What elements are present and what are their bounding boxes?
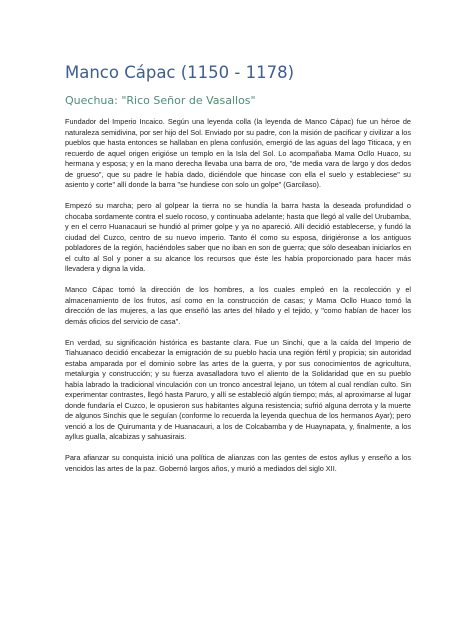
paragraph-historical-meaning: En verdad, su significación histórica es bastante clara. Fue un Sinchi, que a la caída del Imperio de Tiahuanaco decidió encabezar la emigración de su pueblo hacia una región fértil y propicia; sin autoridad estaba amparada por el dominio sobre las artes de la guerra, y por sus conocimientos de agricultura, metalurgia y construcción; y su fuerza avasalladora tuvo el aliento de la Solidaridad que en su pueblo había labrado la tradicional vinculación con un tronco ancestral lejano, un tótem al cual rendían culto. Sin experimentar contrastes, llegó hasta Paruro, y allí se estableció algún tiempo; más, al aproximarse al lugar donde fundaría el Cuzco, le opusieron sus habitantes alguna resistencia; sufrió alguna derrota y la muerte de algunos Sinchis que le seguían (conforme lo recuerda la leyenda quechua de los hermanos Ayar); pero venció a los de Quirumanta y de Huanacauri, a los de Colcabamba y de Huaynapata, y, finalmente, a los ayllus gualla, alcabizas y sahuasirais. xyxy=(65,337,411,441)
paragraph-origin: Fundador del Imperio Incaico. Según una leyenda colla (la leyenda de Manco Cápac) fue un héroe de naturaleza semidivina, por ser hijo del Sol. Enviado por su padre, con la misión de pacificar y civilizar a los pueblos que hasta entonces se hallaban en plena confusión, emergió de las aguas del lago Titicaca, y en recuerdo de aquel origen erigióse un templo en la Isla del Sol. Lo acompañaba Mama Ocllo Huaco, su hermana y esposa; y en la mano derecha llevaba una barra de oro, "de media vara de largo y dos dedos de grueso", que su padre le había dado, diciéndole que hincase con ella el suelo y estableciese" su asiento y corte" allí donde la barra "se hundiese con solo un golpe" (Garcilaso). xyxy=(65,117,411,189)
paragraph-division-of-labor: Manco Cápac tomó la dirección de los hombres, a los cuales empleó en la recolección y el almacenamiento de los frutos, así como en la construcción de casas; y Mama Ocllo Huaco tomó la dirección de las mujeres, a las que enseñó las artes del hilado y el tejido, y "como habían de hacer los demás oficios del servicio de casa". xyxy=(65,285,411,326)
article-body xyxy=(65,63,411,485)
page-title: Manco Cápac (1150 - 1178) xyxy=(65,63,295,82)
paragraph-conquest: Para afianzar su conquista inició una política de alianzas con las gentes de estos ayllus y enseño a los vencidos las artes de la paz. Gobernó largos años, y murió a mediados del siglo XII. xyxy=(65,453,411,473)
paragraph-founding: Empezó su marcha; pero al golpear la tierra no se hundía la barra hasta la deseada profundidad o chocaba sordamente contra el suelo rocoso, y continuaba adelante; hasta que llegó al valle del Urubamba, y en el cerro Huanacauri se hundió al primer golpe y ya no apareció. Allí decidió establecerse, y fundó la ciudad del Cuzco, centro de su nuevo imperio. Tanto él como su esposa, dirigiéronse a los antiguos pobladores de la región, haciéndoles saber que no iban en son de guerra; que sólo deseaban iniciarlos en el culto al Sol y poner a su alcance los recursos que éste les había proporcionado para hacer más llevadera y digna la vida. xyxy=(65,201,411,273)
page-subtitle: Quechua: "Rico Señor de Vasallos" xyxy=(65,94,256,107)
